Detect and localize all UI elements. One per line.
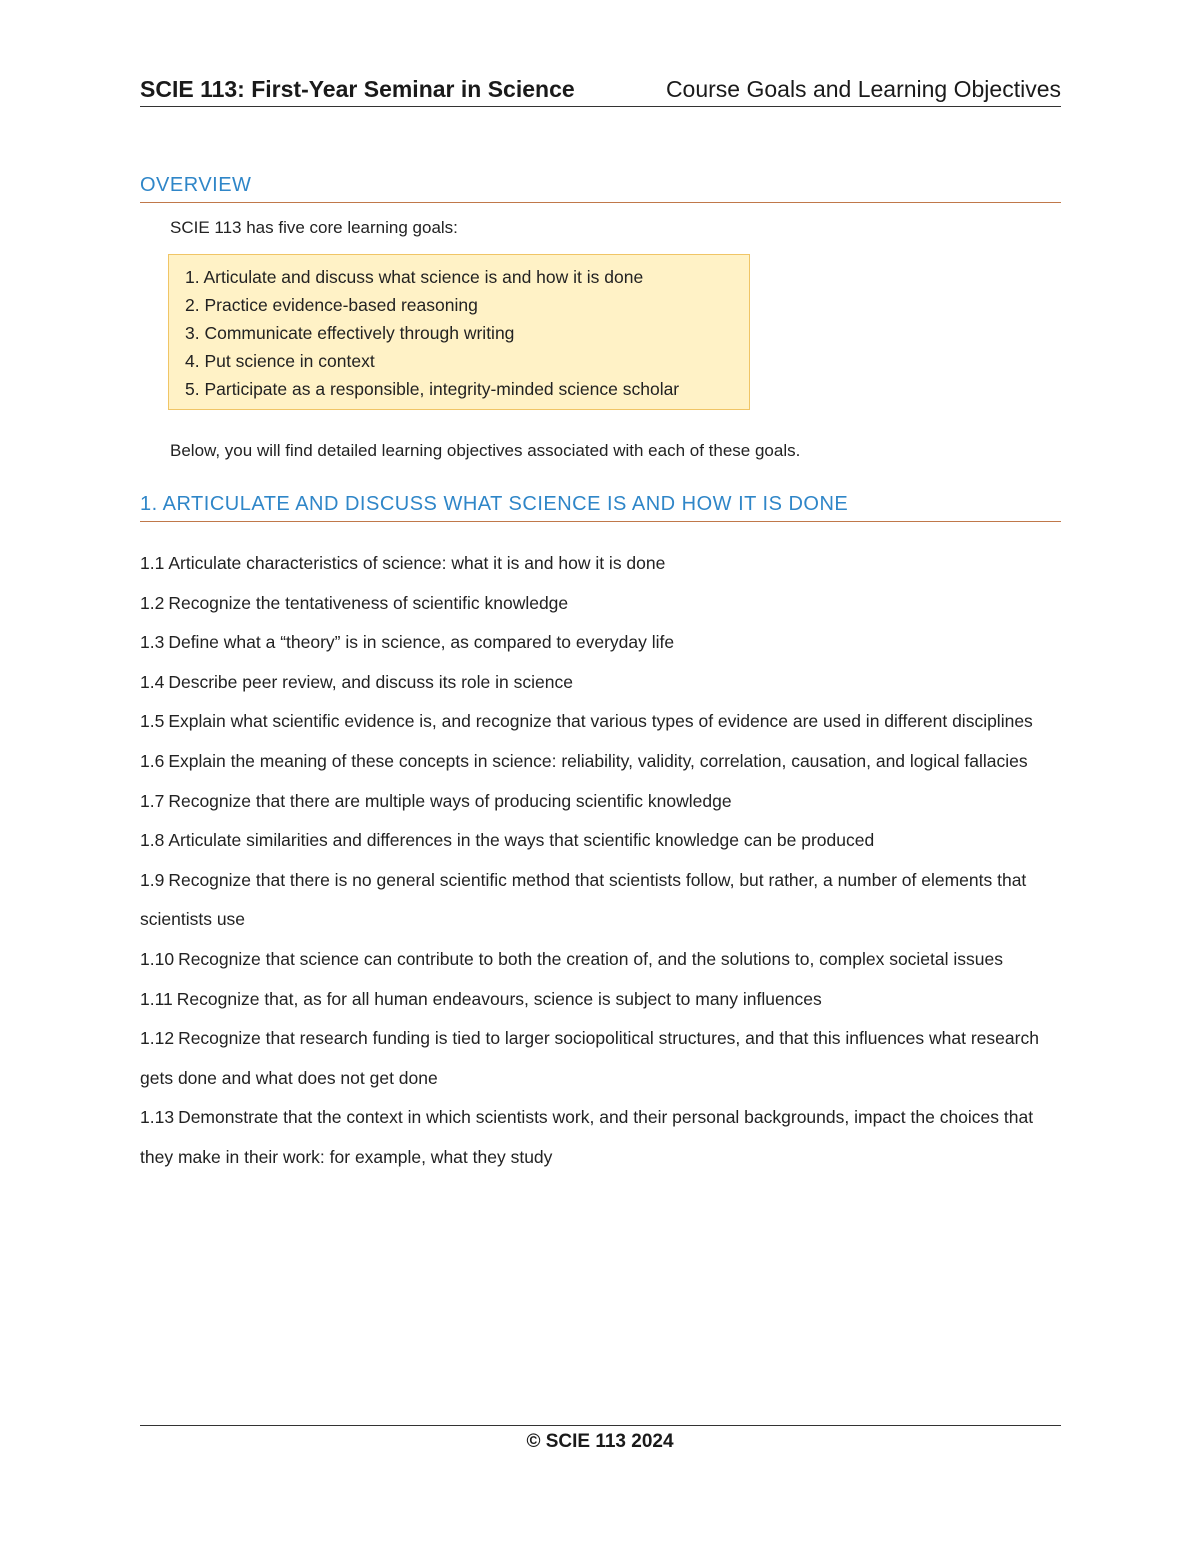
objective-text: Define what a “theory” is in science, as compared to everyday life: [168, 632, 675, 653]
objective-item: [140, 623, 1065, 663]
objective-item: [140, 980, 1065, 1020]
objective-item: [140, 544, 1065, 584]
document-title: Course Goals and Learning Objectives: [665, 76, 1061, 102]
objective-text: Demonstrate that the context in which scientists work, and their personal backgrounds, impact the choices that they make in their work: for example, what they study: [140, 1107, 1034, 1167]
goal-item: 1. Articulate and discuss what science is and how it is done: [185, 267, 644, 287]
page-header: [140, 70, 1061, 107]
objective-number: 1.7: [140, 790, 165, 811]
objective-number: 1.1: [140, 553, 165, 573]
objective-item: [140, 1098, 1065, 1177]
objective-item: [140, 821, 1065, 861]
objective-number: 1.5: [140, 711, 165, 732]
objective-text: Explain the meaning of these concepts in science: reliability, validity, correlation, causation, and logical fallacies: [168, 750, 1028, 771]
objective-number: 1.13: [140, 1107, 175, 1128]
objectives-intro-text: Below, you will find detailed learning objectives associated with each of these goals.: [170, 441, 801, 460]
core-goals-box: [168, 254, 750, 410]
objective-item: [140, 742, 1065, 782]
objective-item: [140, 1019, 1065, 1098]
objective-text: Articulate characteristics of science: what it is and how it is done: [168, 553, 666, 573]
overview-heading: OVERVIEW: [140, 172, 1061, 203]
objective-item: [140, 861, 1065, 940]
objective-text: Recognize that, as for all human endeavours, science is subject to many influences: [176, 988, 822, 1009]
objective-number: 1.2: [140, 592, 165, 613]
objectives-list: [140, 544, 1065, 1178]
objective-text: Articulate similarities and differences in the ways that scientific knowledge can be produced: [168, 830, 875, 851]
goals-intro-text: SCIE 113 has five core learning goals:: [170, 218, 458, 237]
goal-item: 5. Participate as a responsible, integrity-minded science scholar: [185, 379, 680, 399]
goal-item: 3. Communicate effectively through writing: [185, 323, 515, 343]
objective-text: Recognize that there are multiple ways of producing scientific knowledge: [168, 790, 732, 811]
objective-number: 1.8: [140, 830, 165, 851]
objective-number: 1.11: [140, 988, 173, 1009]
objective-number: 1.3: [140, 632, 165, 653]
objective-text: Recognize that science can contribute to both the creation of, and the solutions to, complex societal issues: [178, 948, 1003, 969]
objective-text: Recognize that there is no general scientific method that scientists follow, but rather, a number of elements that scientists use: [140, 869, 1027, 930]
objective-text: Recognize the tentativeness of scientific knowledge: [168, 592, 569, 613]
course-title: SCIE 113: First-Year Seminar in Science: [140, 76, 575, 102]
goal-item: 4. Put science in context: [185, 351, 375, 371]
objective-number: 1.4: [140, 671, 165, 692]
objective-item: [140, 940, 1065, 980]
objective-text: Explain what scientific evidence is, and recognize that various types of evidence are used in different disciplines: [168, 711, 1033, 732]
footer-divider: [140, 1425, 1061, 1426]
objective-number: 1.6: [140, 750, 165, 771]
objective-text: Recognize that research funding is tied to larger sociopolitical structures, and that this influences what research gets done and what does not get done: [140, 1028, 1039, 1088]
objective-number: 1.10: [140, 948, 175, 969]
copyright-footer: © SCIE 113 2024: [526, 1431, 674, 1452]
objective-item: [140, 663, 1065, 703]
goal-item: 2. Practice evidence-based reasoning: [185, 295, 478, 315]
objective-number: 1.9: [140, 869, 165, 890]
objective-number: 1.12: [140, 1028, 175, 1049]
objective-item: [140, 702, 1065, 742]
objective-item: [140, 584, 1065, 624]
objective-item: [140, 782, 1065, 822]
objective-text: Describe peer review, and discuss its role in science: [168, 671, 573, 692]
goal-1-heading: 1. ARTICULATE AND DISCUSS WHAT SCIENCE IS AND HOW IT IS DONE: [140, 491, 1061, 522]
